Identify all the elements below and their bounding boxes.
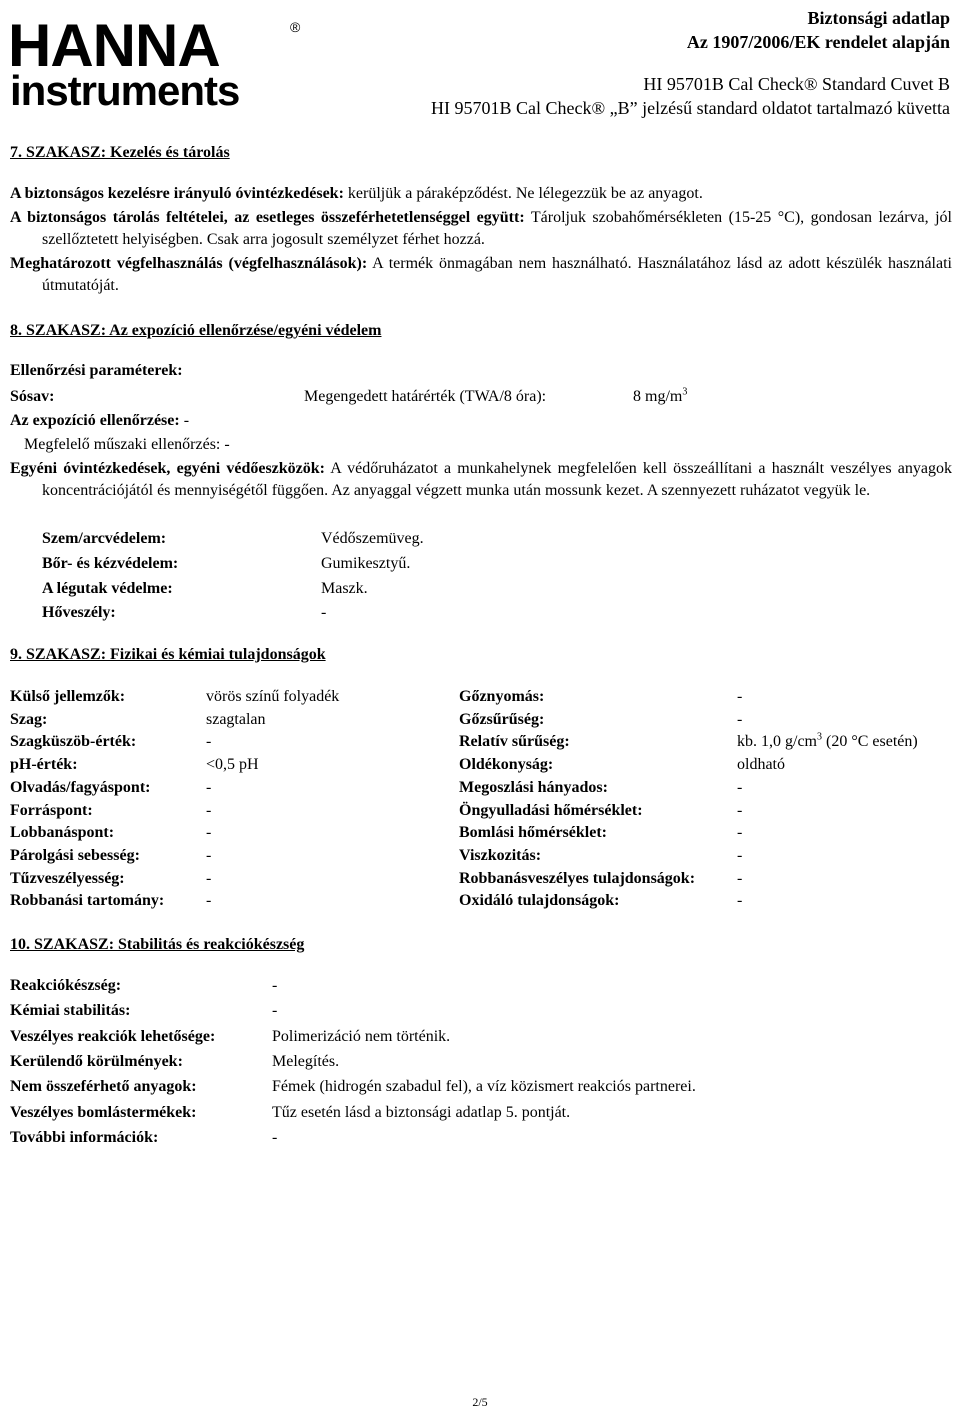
thermal-hazard-label: Hőveszély: (42, 604, 116, 621)
stability-label: Kerülendő körülmények: (10, 1053, 183, 1070)
property-value: <0,5 pH (206, 756, 259, 773)
stability-value: Tűz esetén lásd a biztonsági adatlap 5. pontját. (272, 1104, 571, 1121)
property-value: - (206, 802, 212, 819)
eye-protection-label: Szem/arcvédelem: (42, 530, 167, 547)
handling-paragraph (10, 183, 952, 205)
property-label: Külső jellemzők: (10, 688, 126, 705)
property-value: - (206, 892, 212, 909)
property-label: Tűzveszélyesség: (10, 870, 125, 887)
property-label: Robbanási tartomány: (10, 892, 165, 909)
limit-label: Megengedett határérték (TWA/8 óra): (304, 388, 547, 405)
property-value: - (206, 779, 212, 796)
stability-label: Veszélyes bomlástermékek: (10, 1104, 197, 1121)
storage-label: A biztonságos tárolás feltételei, az esetleges összeférhetetlenséggel együtt: (10, 209, 525, 226)
property-value: - (206, 847, 212, 864)
stability-value: Fémek (hidrogén szabadul fel), a víz közismert reakciós partnerei. (272, 1078, 696, 1095)
property-label: Öngyulladási hőmérséklet: (459, 802, 643, 819)
stability-value: - (272, 977, 278, 994)
property-label: Relatív sűrűség: (459, 733, 570, 750)
section-10-title: 10. SZAKASZ: Stabilitás és reakciókészség (10, 936, 305, 953)
property-label: Megoszlási hányados: (459, 779, 608, 796)
property-value: - (737, 711, 743, 728)
density-unit-exponent: 3 (817, 731, 822, 743)
property-value: - (206, 733, 212, 750)
respiratory-protection-label: A légutak védelme: (42, 580, 173, 597)
stability-label: Kémiai stabilitás: (10, 1002, 131, 1019)
property-value: - (737, 802, 743, 819)
stability-label: Veszélyes reakciók lehetősége: (10, 1028, 216, 1045)
control-params-label: Ellenőrzési paraméterek: (10, 362, 183, 379)
property-label: Viszkozitás: (459, 847, 542, 864)
hanna-logo (8, 12, 308, 114)
product-name: HI 95701B Cal Check® Standard Cuvet B (643, 74, 950, 94)
stability-value: - (272, 1002, 278, 1019)
exposure-control: Az expozíció ellenőrzése: - (10, 412, 190, 429)
skin-protection-value: Gumikesztyű. (321, 555, 411, 572)
property-label: Gőznyomás: (459, 688, 545, 705)
property-value: - (206, 824, 212, 841)
product-description: HI 95701B Cal Check® „B” jelzésű standard oldatot tartalmazó küvetta (430, 98, 950, 118)
property-value: oldható (737, 756, 785, 773)
respiratory-protection-value: Maszk. (321, 580, 368, 597)
stability-value: Polimerizáció nem történik. (272, 1028, 451, 1045)
property-label: Oxidáló tulajdonságok: (459, 892, 620, 909)
property-value: - (737, 688, 743, 705)
property-label: Szagküszöb-érték: (10, 733, 137, 750)
property-value: - (206, 870, 212, 887)
property-label: Párolgási sebesség: (10, 847, 140, 864)
enduse-label: Meghatározott végfelhasználás (végfelhasználások): (10, 255, 368, 272)
stability-value: Melegítés. (272, 1053, 340, 1070)
storage-text: Tároljuk szobahőmérsékleten (15-25 °C), gondosan lezárva, jól szellőztetett helyiségben. Csak arra jogosult személyzet férhet hozzá. (42, 209, 952, 248)
property-value: kb. 1,0 $g/cm^3$ (20 °C esetén) (737, 731, 918, 750)
thermal-hazard-value: - (321, 604, 327, 621)
stability-label: További információk: (10, 1129, 159, 1146)
regulation: Az 1907/2006/EK rendelet alapján (686, 32, 950, 52)
property-value: - (737, 824, 743, 841)
limit-value: 8 $mg/m^3$ (633, 386, 688, 405)
property-label: Lobbanáspont: (10, 824, 115, 841)
logo-main: HANNA (8, 12, 220, 79)
limit-unit-exponent: 3 (682, 386, 688, 398)
technical-control: Megfelelő műszaki ellenőrzés: - (24, 436, 230, 453)
section-7-title: 7. SZAKASZ: Kezelés és tárolás (10, 144, 230, 161)
property-value: - (737, 870, 743, 887)
enduse-text: A termék önmagában nem használható. Használatához lásd az adott készülék használati útmutatóját. (42, 255, 952, 294)
property-label: Bomlási hőmérséklet: (459, 824, 607, 841)
property-label: Forráspont: (10, 802, 93, 819)
skin-protection-label: Bőr- és kézvédelem: (42, 555, 179, 572)
substance-label: Sósav: (10, 388, 55, 405)
handling-label: A biztonságos kezelésre irányuló óvintézkedések: (10, 185, 344, 202)
ppe-text: A védőruházatot a munkahelynek megfelelően kell összeállítani a használt veszélyes anyagok koncentrációjától és mennyiségétől függően. Az anyaggal végzett munka után mossunk kezet. A szennyezett ruházatot vegyük le. (42, 460, 953, 499)
section-9-title: 9. SZAKASZ: Fizikai és kémiai tulajdonságok (10, 646, 326, 663)
enduse-paragraph (10, 253, 952, 297)
eye-protection-value: Védőszemüveg. (321, 530, 424, 547)
logo-sub: instruments (10, 67, 240, 114)
property-value: - (737, 847, 743, 864)
stability-value: - (272, 1129, 278, 1146)
property-value: szagtalan (206, 711, 266, 728)
property-label: Robbanásveszélyes tulajdonságok: (459, 870, 696, 887)
property-value: - (737, 779, 743, 796)
property-label: pH-érték: (10, 756, 78, 773)
section-8-title: 8. SZAKASZ: Az expozíció ellenőrzése/egyéni védelem (10, 322, 382, 339)
property-label: Oldékonyság: (459, 756, 554, 773)
ppe-label: Egyéni óvintézkedések, egyéni védőeszközök: (10, 460, 325, 477)
property-value: - (737, 892, 743, 909)
property-label: Olvadás/fagyáspont: (10, 779, 151, 796)
property-value: vörös színű folyadék (206, 688, 340, 705)
logo-registered-mark: ® (290, 19, 301, 35)
doc-title: Biztonsági adatlap (807, 8, 950, 28)
storage-paragraph (10, 207, 952, 251)
ppe-paragraph (10, 458, 952, 502)
stability-label: Nem összeférhető anyagok: (10, 1078, 197, 1095)
page-number: 2/5 (472, 1395, 488, 1409)
handling-text: kerüljük a páraképződést. Ne lélegezzük be az anyagot. (343, 185, 703, 202)
property-label: Szag: (10, 711, 48, 728)
property-label: Gőzsűrűség: (459, 711, 545, 728)
stability-label: Reakciókészség: (10, 977, 122, 994)
